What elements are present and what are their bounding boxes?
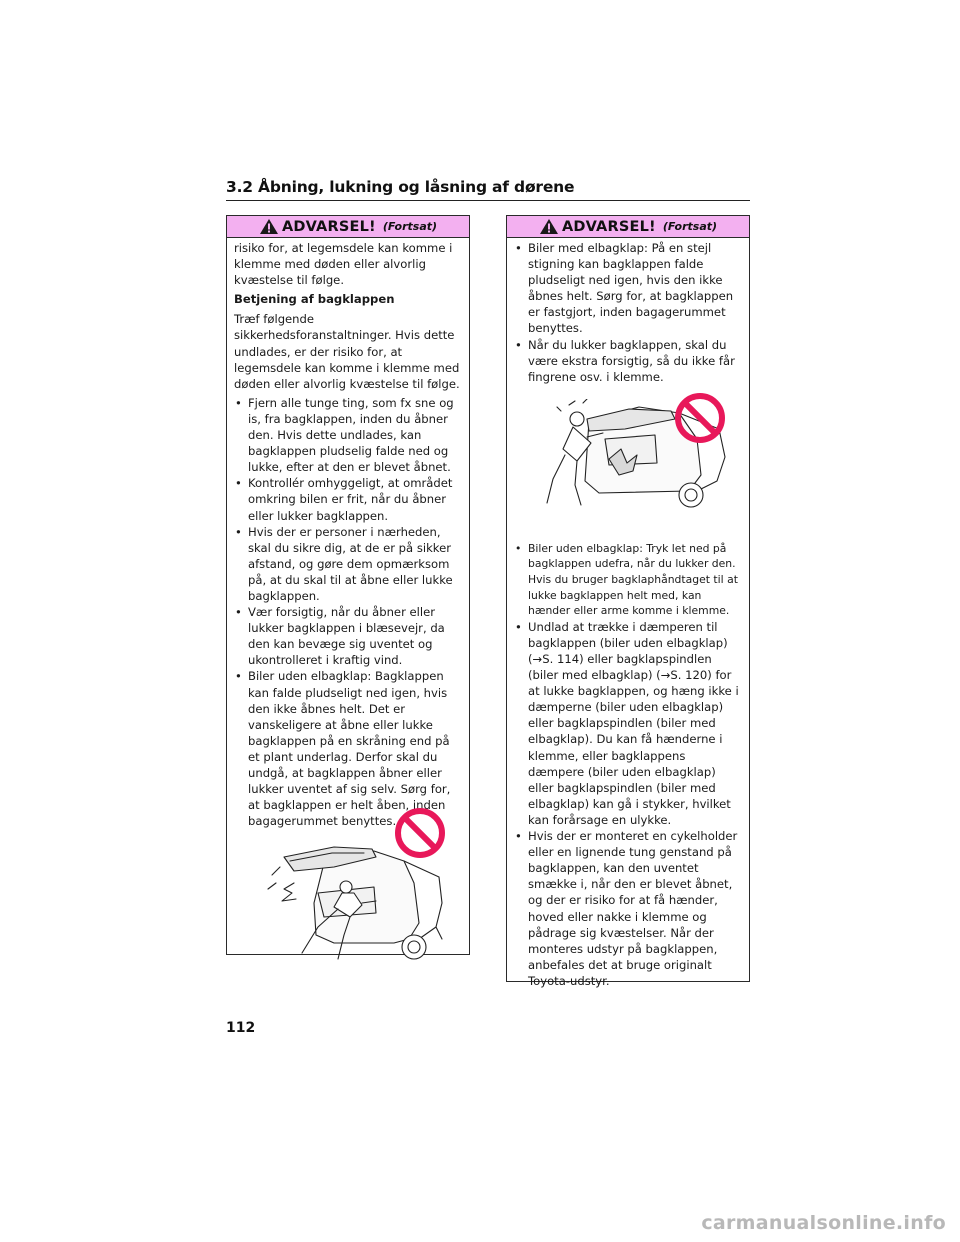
warning-box-left	[226, 215, 470, 955]
section-title: 3.2 Åbning, lukning og låsning af dørene	[226, 178, 575, 196]
warning-triangle-icon	[259, 218, 279, 235]
subheading: Betjening af bagklappen	[234, 292, 395, 307]
warning-intro-text: risiko for, at legemsdele kan komme i klemme med døden eller alvorlig kvæstelse til følge.	[234, 241, 453, 288]
prohibition-icon	[673, 391, 727, 445]
list-item: • Vær forsigtig, når du åbner eller lukker bagklappen i blæsevejr, da den kan bevæge sig uventet og ukontrolleret i kraftig vind.	[235, 605, 445, 668]
warning-header	[227, 216, 469, 238]
bullet-list	[514, 240, 743, 385]
bullet-list	[234, 395, 463, 830]
warning-subtitle: (Fortsat)	[382, 220, 438, 233]
person-under-tailgate-illustration	[254, 843, 444, 963]
list-item: • Kontrollér omhyggeligt, at området omkring bilen er frit, når du åbner eller lukker bagklappen.	[235, 476, 453, 523]
bullet-list	[514, 541, 743, 619]
list-item: • Biler med elbagklap: På en stejl stigning kan bagklappen falde pludseligt ned igen, hvis den ikke åbnes helt. Sørg for, at bagklappen er fastgjort, inden bagagerummet benyttes.	[515, 241, 734, 336]
section-divider	[226, 200, 750, 201]
warning-header	[507, 216, 749, 238]
list-item: • Undlad at trække i dæmperen til bagklappen (biler uden elbagklap) (→S. 114) eller bagklapspindlen (biler med elbagklap) (→S. 120) for at lukke bagklappen, og hæng ikke i dæmperne (biler uden elbagklap) eller bagklapspindlen (biler med elbagklap). Du kan få hænderne i klemme, eller bagklappens dæmpere (biler uden elbagklap) eller bagklapspindlen (biler med elbagklap) kan gå i stykker, hvilket kan forårsage en ulykke.	[515, 619, 739, 827]
warning-triangle-icon	[539, 218, 559, 235]
page-number: 112	[226, 1020, 256, 1036]
list-item: • Biler uden elbagklap: Bagklappen kan falde pludseligt ned igen, hvis den ikke åbnes helt. Det er vanskeligere at åbne eller lukke bagklappen på en skråning end på et plant underlag. Derfor skal du undgå, at bagklappen åbner eller lukker uventet af sig selv. Sørg for, at bagklappen er helt åben, inden bagagerummet benyttes.	[235, 669, 451, 829]
prohibition-icon	[393, 806, 447, 860]
list-item: • Fjern alle tunge ting, som fx sne og is, fra bagklappen, inden du åbner den. Hvis dette undlades, kan bagklappen pludselig falde ned og lukke, efter at den er blevet åbnet.	[235, 395, 454, 475]
warning-box-right	[506, 215, 750, 988]
bullet-list	[514, 619, 743, 989]
warning-subtitle: (Fortsat)	[662, 220, 718, 233]
list-item: • Biler uden elbagklap: Tryk let ned på bagklappen udefra, når du lukker den. Hvis du bruger bagklaphåndtaget til at lukke bagklappen helt med, kan hænder eller arme komme i klemme.	[515, 541, 738, 618]
list-item: • Hvis der er personer i nærheden, skal du sikre dig, at de er på sikker afstand, og gøre dem opmærksom på, at du skal til at åbne eller lukke bagklappen.	[235, 524, 453, 603]
warning-title: ADVARSEL!	[561, 218, 656, 235]
warning-paragraph: Træf følgende sikkerhedsforanstaltninger. Hvis dette undlades, er der risiko for, at legemsdele kan komme i klemme med døden eller alvorlig kvæstelse til følge.	[234, 312, 460, 391]
list-item: • Når du lukker bagklappen, skal du være ekstra forsigtig, så du ikke får fingrene osv. i klemme.	[515, 337, 735, 384]
warning-title: ADVARSEL!	[281, 218, 376, 235]
watermark: carmanualsonline.info	[701, 1212, 946, 1234]
list-item: • Hvis der er monteret en cykelholder eller en lignende tung genstand på bagklappen, kan den uventet smække i, når den er blevet åbnet, og der er risiko for at få hænder, hoved eller nakke i klemme og pådrage sig kvæstelser. Når der monteres udstyr på bagklappen, anbefales det at bruge originalt Toyota-udstyr.	[515, 829, 738, 988]
